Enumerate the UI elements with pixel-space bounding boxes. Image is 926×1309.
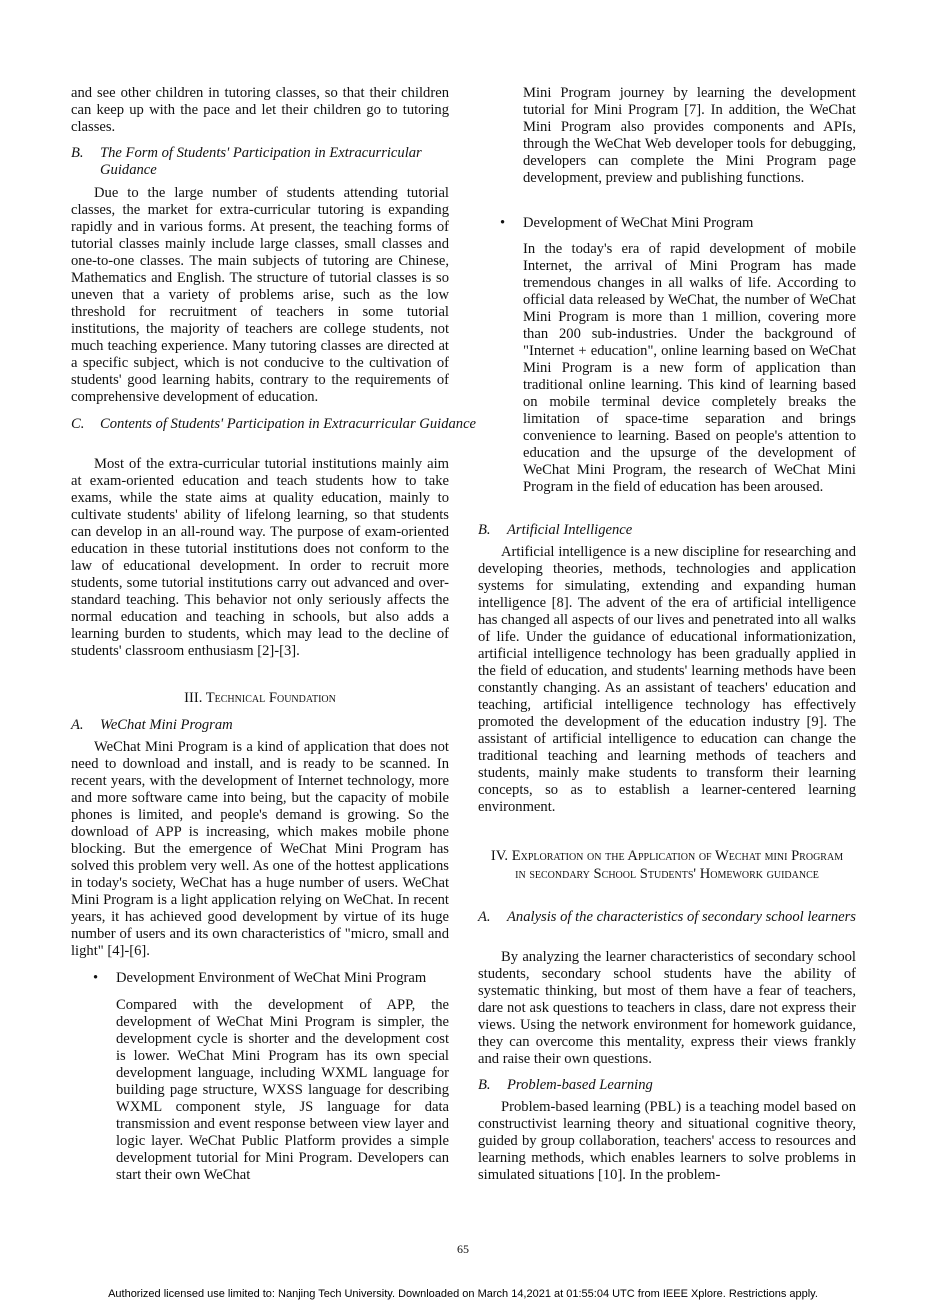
subsection-label: C. (71, 416, 85, 432)
subsection-title: WeChat Mini Program (100, 717, 233, 733)
bullet-icon: • (93, 970, 99, 986)
bullet-item-1 (93, 970, 449, 987)
subsection-title: Problem-based Learning (507, 1077, 653, 1093)
subsection-title: Artificial Intelligence (507, 522, 633, 538)
paragraph-2b: Due to the large number of students attending tutorial classes, the market for extra-curricular tutoring is expanding rapidly and in various forms. At present, the teaching forms of tutorial classes mainly include large classes, small classes and one-to-one classes. The main subjects of tutoring are Chinese, Mathematics and English. The structure of tutorial classes is so uneven that a variety of problems arise, such as the low threshold for recruitment of teachers in some tutorial institutions, the majority of teachers are college students, not much teaching experience. Many tutoring classes are directed at a specific subject, which is not conducive to the cultivation of students' good learning habits, contrary to the requirements of comprehensive development of education. (71, 185, 449, 405)
subsection-heading-4a (478, 909, 885, 926)
license-footer: Authorized licensed use limited to: Nanjing Tech University. Downloaded on March 14,2021 at 01:55:04 UTC from IEEE Xplore. Restrictions apply. (108, 1288, 818, 1300)
paragraph-intro: and see other children in tutoring classes, so that their children can keep up with the pace and let their children go to tutoring classes. (71, 85, 449, 135)
subsection-label: A. (478, 909, 491, 925)
bullet-item-2 (500, 215, 856, 232)
paragraph-4a: By analyzing the learner characteristics of secondary school students, secondary school students have the ability of systematic thinking, but most of them have a fear of teachers, dare not ask questions to teachers in class, dare not express their views. Using the network environment for homework guidance, they can overcome this mentality, express their views frankly and raise their own questions. (478, 949, 856, 1067)
subsection-label: B. (71, 145, 84, 161)
bullet-icon: • (500, 215, 506, 231)
subsection-label: B. (478, 522, 491, 538)
page-number: 65 (457, 1242, 469, 1256)
paragraph-3b: Artificial intelligence is a new discipline for researching and developing theories, methods, technologies and application systems for simulating, extending and expanding human intelligence [8]. The advent of the era of artificial intelligence has changed all aspects of our lives and penetrated into all walks of life. Under the guidance of educational informationization, artificial intelligence technology has been gradually applied in the field of education, and students' learning methods have been constantly changing. As an assistant of teachers' education and teaching, artificial intelligence technology has effectively promoted the development of the education industry [9]. The assistant of artificial intelligence to education can change the traditional teaching and learning methods of teachers and students, mainly make students to transform their learning concepts, so as to establish a learner-centered learning environment. (478, 544, 856, 815)
section-heading-3: III. Technical Foundation (184, 690, 336, 706)
paragraph-bullet-1-continued: Mini Program journey by learning the development tutorial for Mini Program [7]. In addition, the WeChat Mini Program also provides components and APIs, through the WeChat Web developer tools for debugging, developers can complete the Mini Program page development, preview and publishing functions. (523, 85, 856, 186)
paragraph-bullet-2: In the today's era of rapid development of mobile Internet, the arrival of Mini Program has made tremendous changes in all walks of life. According to official data released by WeChat, the number of WeChat Mini Program is more than 1 million, covering more than 200 sub-industries. Under the background of "Internet + education", online learning based on WeChat Mini Program is a new form of application than traditional online learning. This kind of learning based on mobile terminal device completely breaks the limitation of space-time separation and brings convenience to learning. Based on people's attention to education and the upsurge of the development of WeChat Mini Program, the research of WeChat Mini Program in the field of education has been aroused. (523, 241, 856, 495)
subsection-heading-4b (478, 1077, 885, 1094)
subsection-title: Analysis of the characteristics of secondary school learners (507, 909, 856, 925)
subsection-heading-2c (71, 416, 478, 433)
subsection-label: A. (71, 717, 84, 733)
bullet-text: Development of WeChat Mini Program (523, 215, 754, 231)
paragraph-bullet-1: Compared with the development of APP, the development of WeChat Mini Program is simpler, the development cycle is shorter and the development cost is lower. WeChat Mini Program has its own special development language, including WXML language for building page structure, WXSS language for describing WXML component style, JS language for data transmission and event response between view layer and logic layer. WeChat Public Platform provides a simple development tutorial for Mini Program. Developers can start their own WeChat (116, 997, 449, 1183)
paragraph-3a: WeChat Mini Program is a kind of application that does not need to download and install, and is ready to be scanned. In recent years, with the development of Internet technology, more and more software came into being, but the capacity of mobile phones is limited, and people's demand is growing. So the download of APP is increasing, which makes mobile phone blocking. But the emergence of WeChat Mini Program has solved this problem very well. As one of the hottest applications in today's society, WeChat has a huge number of users. WeChat Mini Program is a light application relying on WeChat. In recent years, it has achieved good development by virtue of its huge number of users and its own characteristics of "micro, small and light" [4]-[6]. (71, 739, 449, 959)
subsection-heading-3a (71, 717, 478, 734)
subsection-title: Contents of Students' Participation in Extracurricular Guidance (100, 416, 477, 432)
subsection-heading-3b (478, 522, 885, 539)
paragraph-4b: Problem-based learning (PBL) is a teaching model based on constructivist learning theory and situational cognitive theory, guided by group collaboration, teachers' access to resources and learning methods, which enables learners to solve problems in simulated situations [10]. In the problem- (478, 1099, 856, 1183)
bullet-text: Development Environment of WeChat Mini Program (116, 970, 427, 986)
section-heading-4: IV. Exploration on the Application of Wechat mini Program in secondary School Students' Homework guidance (490, 848, 844, 882)
paragraph-2c: Most of the extra-curricular tutorial institutions mainly aim at exam-oriented education and teach students how to take exams, while the state aims at quality education, mainly to cultivate students' ability of lifelong learning, so that students can develop in an all-round way. The purpose of exam-oriented education in these tutorial institutions does not conform to the law of educational development. In order to recruit more students, some tutorial institutions carry out advanced and over-standard teaching. This behavior not only seriously affects the normal education and teaching in schools, but also adds a learning burden to students, which may lead to the decline of students' classroom enthusiasm [2]-[3]. (71, 456, 449, 659)
subsection-title: The Form of Students' Participation in Extracurricular Guidance (100, 145, 422, 178)
subsection-label: B. (478, 1077, 491, 1093)
subsection-heading-2b (71, 145, 478, 179)
